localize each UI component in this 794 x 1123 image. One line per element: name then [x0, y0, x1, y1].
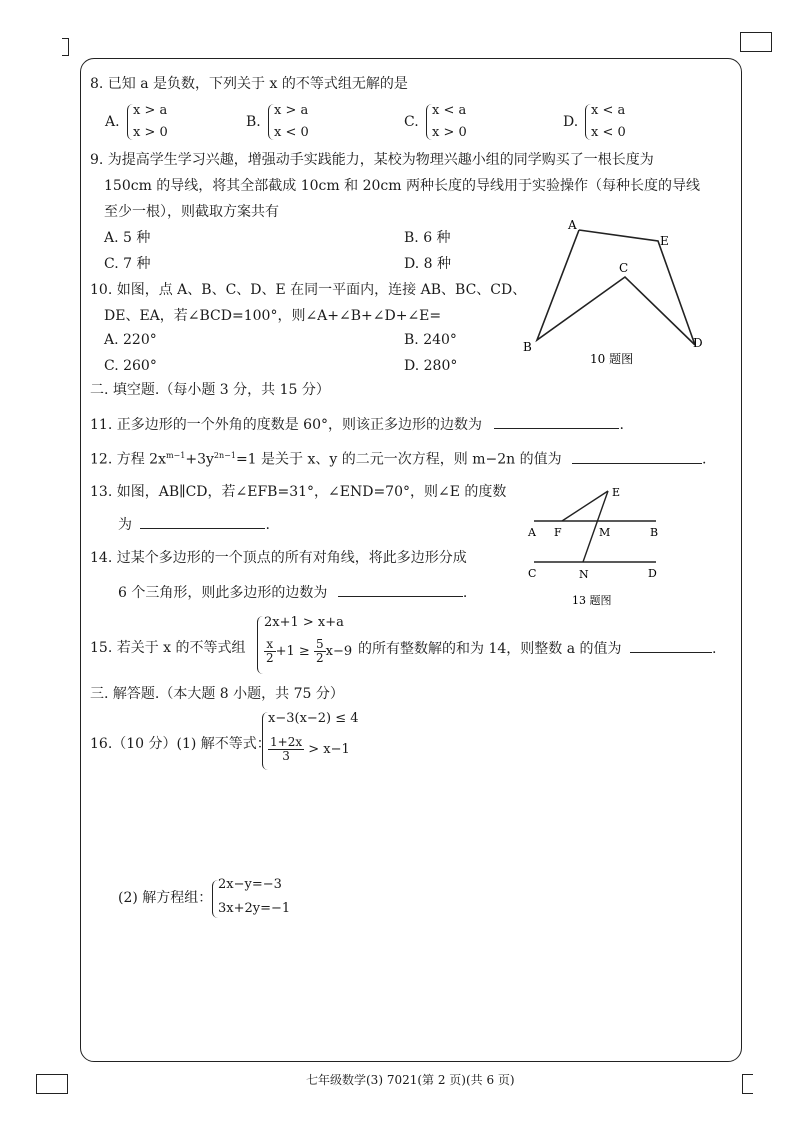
q8-option-d-line2: x < 0	[591, 125, 626, 140]
q12-prefix: 12. 方程 2x	[90, 451, 166, 468]
q12-suffix: =1 是关于 x、y 的二元一次方程，则 m−2n 的值为	[235, 451, 562, 468]
q13-label-e: E	[612, 486, 621, 499]
q9-line3: 至少一根），则截取方案共有	[104, 204, 279, 220]
q13-label-n: N	[579, 568, 589, 581]
q8-option-a-label: A.	[105, 114, 120, 130]
q12-mid: +3y	[185, 451, 214, 468]
page-footer: 七年级数学(3) 7021(第 2 页)(共 6 页)	[306, 1073, 515, 1087]
q10-label-d: D	[693, 336, 703, 350]
q10-label-e: E	[660, 234, 669, 248]
q14-answer-blank[interactable]	[338, 582, 463, 597]
q16-part1: 16.（10 分）(1) 解不等式：	[90, 736, 271, 752]
q13-answer-blank[interactable]	[140, 514, 265, 529]
q13-figure-caption: 13 题图	[572, 594, 612, 607]
q15-prefix: 15. 若关于 x 的不等式组	[90, 640, 246, 656]
q15-inequality-2-mid: +1 ≥	[275, 644, 310, 659]
q14-line1: 14. 过某个多边形的一个顶点的所有对角线，将此多边形分成	[90, 550, 467, 566]
q16-inequality-1: x−3(x−2) ≤ 4	[268, 711, 359, 726]
q10-label-a: A	[568, 218, 577, 232]
q8-option-a-line1: x > a	[133, 103, 168, 118]
corner-mark-top-right	[740, 32, 772, 52]
q10-option-a: A. 220°	[104, 332, 157, 348]
q8-option-b-line1: x > a	[274, 103, 309, 118]
corner-mark-top-left	[62, 38, 69, 56]
q9-option-d: D. 8 种	[404, 256, 451, 272]
q15-fraction-5-over-2: $\frac{5}{2}$	[315, 637, 324, 665]
q16-inequality-2	[268, 736, 350, 763]
q10-label-c: C	[619, 261, 629, 275]
q8-option-c-label: C.	[404, 114, 419, 130]
q13-figure	[520, 482, 670, 607]
q13-label-m: M	[599, 526, 611, 539]
q15-suffix: 的所有整数解的和为 14，则整数 a 的值为	[358, 641, 622, 657]
q10-figure	[515, 215, 715, 365]
q13-line2: 为 .	[118, 514, 270, 535]
q8-option-b-line2: x < 0	[274, 125, 309, 140]
q11-answer-blank[interactable]	[494, 414, 619, 429]
q13-label-b: B	[650, 526, 659, 539]
q15-suffix-line: 的所有整数解的和为 14，则整数 a 的值为 .	[358, 638, 716, 659]
q10-figure-caption: 10 题图	[590, 352, 634, 365]
q10-option-b: B. 240°	[404, 332, 457, 348]
q11-stem: 11. 正多边形的一个外角的度数是 60°，则该正多边形的边数为 .	[90, 414, 624, 435]
q14-line2: 6 个三角形，则此多边形的边数为 .	[118, 582, 467, 603]
q13-label-a: A	[528, 526, 536, 539]
q16-part2: (2) 解方程组：	[118, 890, 213, 906]
q10-line2: DE、EA，若∠BCD=100°，则∠A+∠B+∠D+∠E=	[104, 308, 442, 324]
q13-label-c: C	[528, 567, 537, 580]
q12-answer-blank[interactable]	[572, 449, 702, 464]
q9-option-a: A. 5 种	[104, 230, 151, 246]
q8-option-c-line2: x > 0	[432, 125, 467, 140]
q16-fraction: $\frac{1+2x}{3}$	[270, 735, 303, 763]
q10-line1: 10. 如图，点 A、B、C、D、E 在同一平面内，连接 AB、BC、CD、	[90, 282, 527, 298]
corner-mark-bottom-right	[742, 1074, 753, 1094]
q13-label-d: D	[648, 567, 657, 580]
q15-inequality-2-tail: x−9	[325, 644, 353, 659]
q16-equation-2: 3x+2y=−1	[218, 901, 291, 916]
q9-line1: 9. 为提高学生学习兴趣，增强动手实践能力，某校为物理兴趣小组的同学购买了一根长度为	[90, 152, 654, 168]
q10-polygon	[537, 230, 695, 345]
q8-option-d-label: D.	[563, 114, 579, 130]
section-3-heading: 三. 解答题.（本大题 8 小题，共 75 分）	[90, 686, 344, 702]
q12-exponent-2: 2n−1	[213, 451, 236, 460]
q16-equation-1: 2x−y=−3	[218, 877, 282, 892]
q15-inequality-2	[264, 638, 352, 665]
q8-stem: 8. 已知 a 是负数，下列关于 x 的不等式组无解的是	[90, 76, 408, 92]
section-2-heading: 二. 填空题.（每小题 3 分，共 15 分）	[90, 382, 330, 398]
q12-exponent-1: m−1	[165, 451, 186, 460]
q8-option-c-line1: x < a	[432, 103, 467, 118]
corner-mark-bottom-left	[36, 1074, 68, 1094]
q12-stem: 12. 方程 $2x^{m-1}+3y^{2n-1}=1$ 是关于 x、y 的二元一次方程，则 m−2n 的值为 .	[90, 446, 706, 470]
q15-inequality-1: 2x+1 > x+a	[264, 615, 344, 630]
q8-option-a-line2: x > 0	[133, 125, 168, 140]
q13-line-fe	[562, 491, 608, 521]
q8-option-d-line1: x < a	[591, 103, 626, 118]
q15-answer-blank[interactable]	[630, 638, 712, 653]
q10-label-b: B	[523, 340, 532, 354]
q9-option-c: C. 7 种	[104, 256, 151, 272]
q9-line2: 150cm 的导线，将其全部截成 10cm 和 20cm 两种长度的导线用于实验操作（每种长度的导线	[104, 178, 700, 194]
q14-line2-text: 6 个三角形，则此多边形的边数为	[118, 585, 328, 601]
q9-option-b: B. 6 种	[404, 230, 451, 246]
q8-option-b-label: B.	[246, 114, 261, 130]
q13-line1: 13. 如图，AB∥CD，若∠EFB=31°，∠END=70°，则∠E 的度数	[90, 484, 507, 500]
q15-brace	[257, 616, 263, 674]
q15-fraction-x-over-2: $\frac{x}{2}$	[266, 637, 274, 665]
q13-label-f: F	[554, 526, 562, 539]
q11-text: 11. 正多边形的一个外角的度数是 60°，则该正多边形的边数为	[90, 417, 482, 433]
q10-option-c: C. 260°	[104, 358, 157, 374]
q13-line2-text: 为	[118, 517, 132, 533]
q10-option-d: D. 280°	[404, 358, 458, 374]
q16-inequality-2-tail: > x−1	[308, 742, 350, 757]
